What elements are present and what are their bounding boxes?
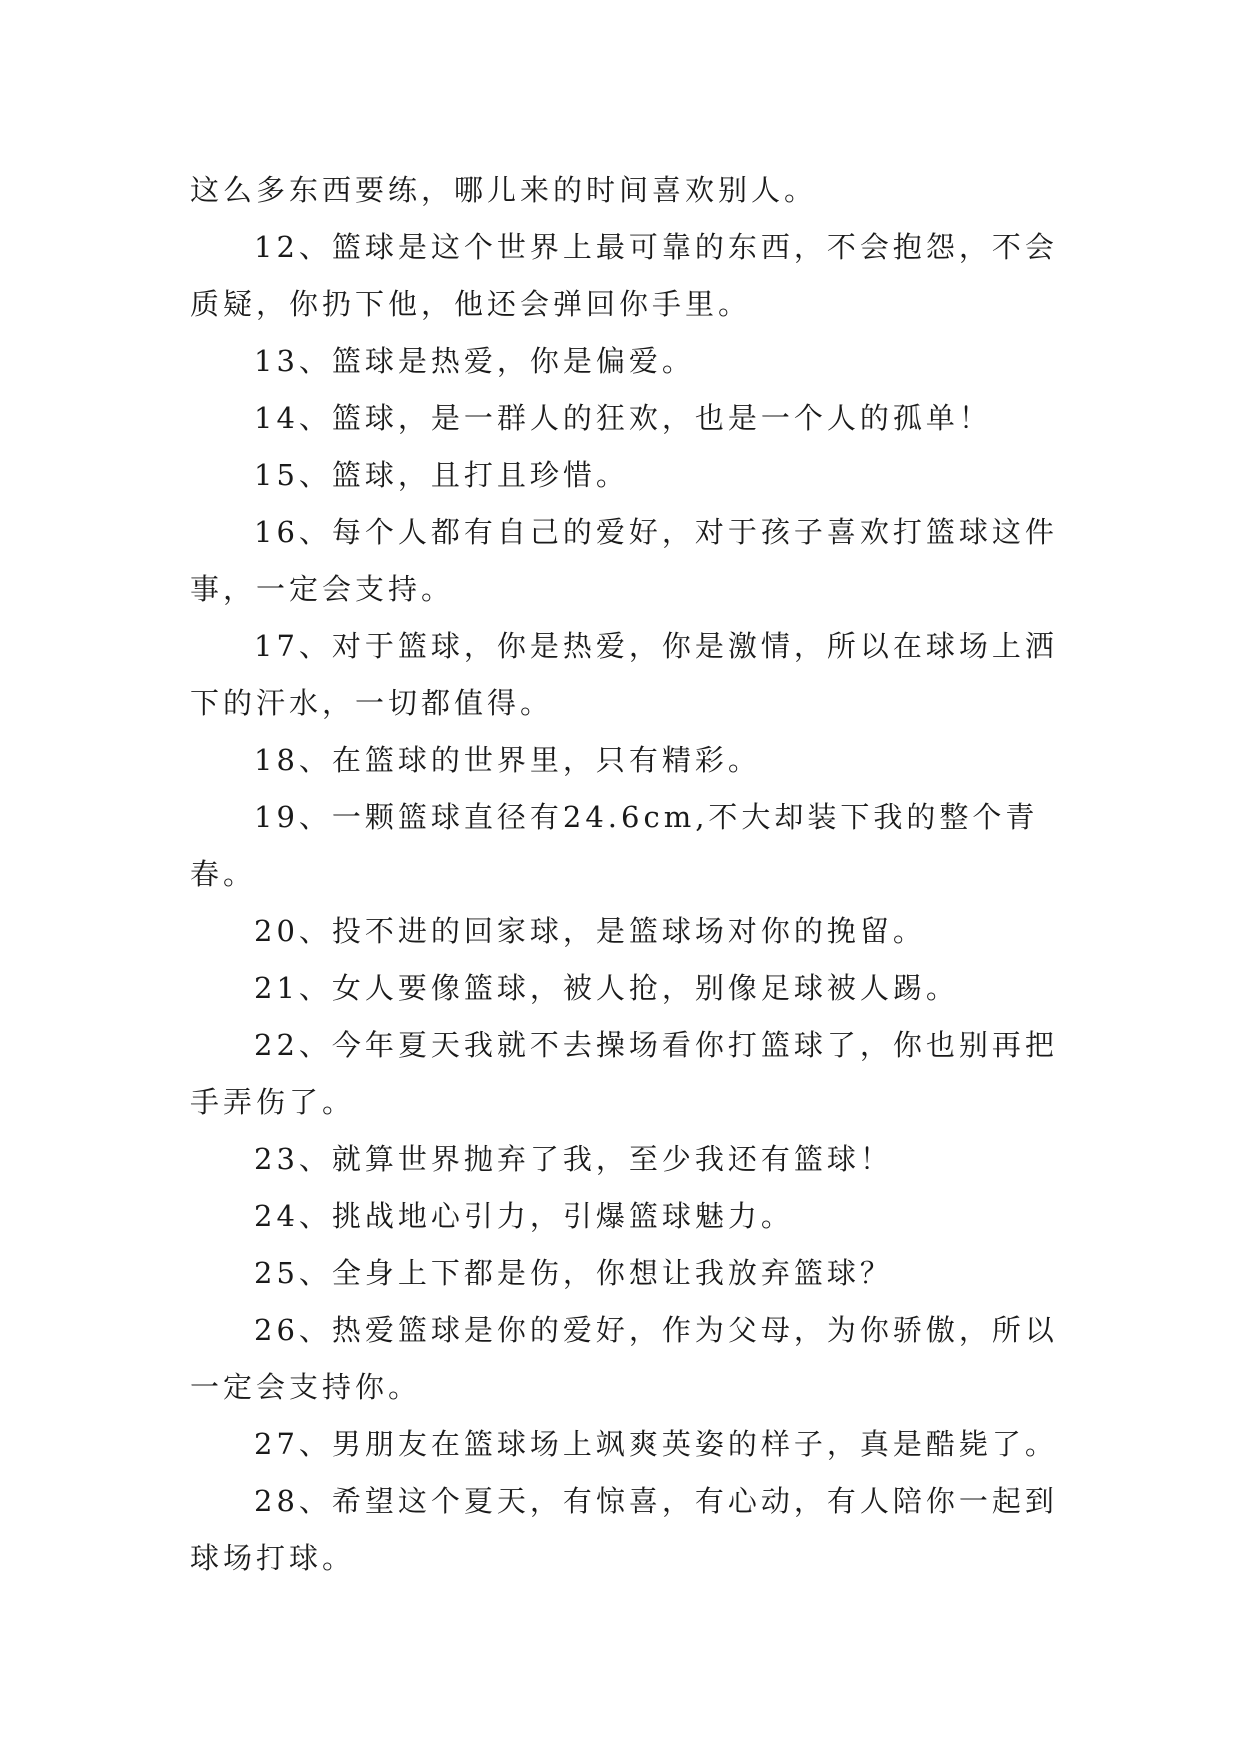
body-text xyxy=(190,162,1060,1587)
paragraph-item-28: 28、希望这个夏天，有惊喜，有心动，有人陪你一起到球场打球。 xyxy=(190,1484,1058,1575)
paragraph-item-16: 16、每个人都有自己的爱好，对于孩子喜欢打篮球这件事，一定会支持。 xyxy=(190,515,1058,606)
paragraph-item-13: 13、篮球是热爱，你是偏爱。 xyxy=(254,344,695,378)
paragraph-item-15: 15、篮球，且打且珍惜。 xyxy=(254,458,629,492)
paragraph-item-19: 19、一颗篮球直径有24.6cm,不大却装下我的整个青春。 xyxy=(190,800,1039,891)
paragraph-item-27: 27、男朋友在篮球场上飒爽英姿的样子，真是酷毙了。 xyxy=(254,1427,1058,1461)
paragraph-item-20: 20、投不进的回家球，是篮球场对你的挽留。 xyxy=(254,914,926,948)
paragraph-item-14: 14、篮球，是一群人的狂欢，也是一个人的孤单！ xyxy=(254,401,992,435)
paragraph-item-21: 21、女人要像篮球，被人抢，别像足球被人踢。 xyxy=(254,971,959,1005)
paragraph-item-26: 26、热爱篮球是你的爱好，作为父母，为你骄傲，所以一定会支持你。 xyxy=(190,1313,1058,1404)
paragraph-item-12: 12、篮球是这个世界上最可靠的东西，不会抱怨，不会质疑，你扔下他，他还会弹回你手里。 xyxy=(190,230,1058,321)
paragraph-continuation: 这么多东西要练，哪儿来的时间喜欢别人。 xyxy=(190,173,818,207)
paragraph-item-24: 24、挑战地心引力，引爆篮球魅力。 xyxy=(254,1199,794,1233)
paragraph-item-25: 25、全身上下都是伤，你想让我放弃篮球？ xyxy=(254,1256,893,1290)
paragraph-item-17: 17、对于篮球，你是热爱，你是激情，所以在球场上洒下的汗水，一切都值得。 xyxy=(190,629,1058,720)
paragraph-item-18: 18、在篮球的世界里，只有精彩。 xyxy=(254,743,761,777)
paragraph-item-23: 23、就算世界抛弃了我，至少我还有篮球！ xyxy=(254,1142,893,1176)
paragraph-item-22: 22、今年夏天我就不去操场看你打篮球了，你也别再把手弄伤了。 xyxy=(190,1028,1058,1119)
